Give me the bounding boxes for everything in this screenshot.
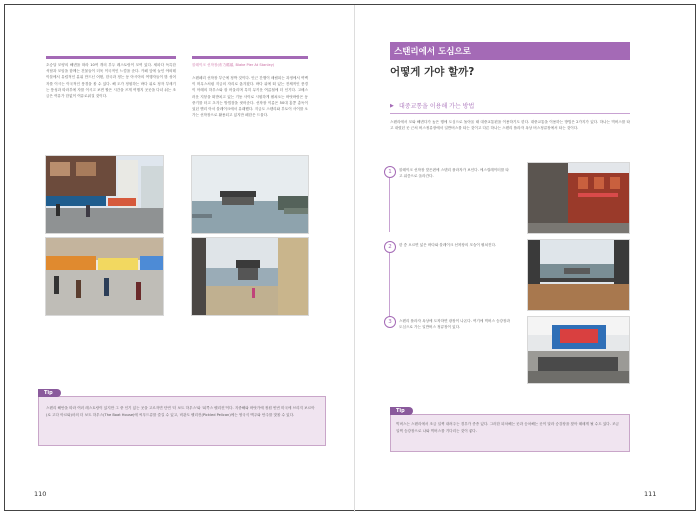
step-1-number: 1 [384,166,396,178]
stanley-plaza-escalator-photo [528,163,629,233]
left-page-number: 110 [34,490,47,498]
subheading-text: 대중교통을 이용해 가는 방법 [399,103,475,110]
step-3-text: 스텐리 플라자 옥상에 도착하면 광장이 나온다. 여기에 빅버스 승강장과 도심으로 가는 일반버스 정류장이 있다. [399,319,510,330]
rooftop-bus-stop-photo [528,317,629,383]
blake-pier-paragraph: 스탠페리 선착장 부근에 정박 것이다. 인근 간행이 매립되는 과정에서 여백이 머무스처럼 지금의 자리로 옮겨졌다. 바다 위에 떠 있는 전체적인 풍경이 아레의 하우스와 잘 어울리며 특히 무키운 여름철에 더 인기다. 고배스러운 지붕을 떠받치고 있는 기둥 사이로 시원하게 펼쳐오는 바닷바람은 동중기를 터고 초겨는 방법잠을 씻어준다. 선착장 이름은 50대 홍콩 총독이었던 헨리 아서 블레이크에서 유래했다. 지금도 스텐리와 부토이 사이를 오가는 선착장으로 활용되고 있지만 페한은 드물다. [192,76,308,118]
blake-pier-pavilion-photo [192,238,308,315]
triangle-bullet-icon: ▶ [390,103,394,109]
section-tag [390,42,630,60]
subheading-row [390,101,630,114]
stanley-street-photo [46,156,163,233]
left-tip-box [38,396,326,446]
right-column-top-rule [192,56,308,59]
left-tip-label: Tip [38,389,61,397]
step-2-connector [389,247,390,319]
stanley-market-photo [46,238,163,315]
right-tip-text: 빅버스는 스탠리에서 조금 일찍 내려주는 경우가 종종 있다. 그러한 되차해는 곳과 승차해는 곳이 달라 승강장을 찾아 헤매게 될 수도 있다. 조금 일찍 승강장으로 나와 빅버스를 기다리는 것이 좋다. [396,422,620,433]
blake-pier-sea-photo [192,156,308,233]
step-1-connector [389,172,390,232]
left-column-top-rule [46,56,176,59]
step-1-text: 블레이크 선착장 맞은편에 스텐리 플라자가 보인다. 에스컬레이터를 타고 위층으로 올라간다. [399,168,509,179]
page-gutter [354,5,355,512]
left-intro-paragraph: 초승달 모양의 해변을 따라 10여 개의 부두 레스토랑이 모여 있다. 세파다 독특한 석답과 모임을 함께는 건물들이 더욱 이국적인 느낌을 준다. 카페 앞에 늘인 야외테이블에서 유럽적인 분위 만드닌 어떤, 한국과 정는 동 아시아의 여행자들이 많 성어 자를 이시는 이국적인 풍경을 볼 수 있다. 해 도가 정원하는 바다 위로 정자 부새기는 풍성과 따라부에 자를 이시고 보면 할은 시간을 즈게 여행지 곳곳을 다녀 쉬는 조금은 여유가 한없이 여유로워질 것이다. [46,63,176,99]
right-heading: 어떻게 가야 할까? [390,66,475,78]
step-3-number: 3 [384,316,396,328]
plaza-terrace-view-photo [528,240,629,310]
blake-pier-caption: 블레이크 선착장(布力碼頭, Blake Pier At Stanley) [192,63,275,67]
step-2-text: 한 층 오르면 넓은 바다와 블레이크 선착장의 모습이 펼쳐진다. [399,243,497,247]
section-tag-text: 스탠리에서 도심으로 [394,47,471,57]
right-intro-paragraph: 스탠리에서 모와 해변다가 높은 행에 도심으로 돌아올 때 대중교통편을 이용하기도 한다. 대중교통을 이용하는 방법은 2가지가 있다. 하나는 빅버스를 타고 내렸던 곳 근처 버스정류장에서 일반버스를 타는 것이고 다른 하나는 스텐리 플라자 옥상 버스정류장에서 타는 것이다. [390,120,630,131]
left-tip-text: 스텐리 해안을 따라 여러 레스토랑이 있지만 그 중 인기 있는 곳을 고르자면 단연 '더 보트 하우스'와 '피콕스 펠리컨'이다. 지중해와 바닷가에 정원 빈번 미국에 브리지 보르아(로 고다 아르와)마의 더 보트 하우스(The Boat House)에 씨푸드류를 즐길 수 있고, 비관도 펠리컨(Pickled Pelican)에는 영국식 맥주와 안주를 맛볼 수 있다. [46,406,315,417]
right-tip-label: Tip [390,407,413,415]
step-2-number: 2 [384,241,396,253]
right-page-number: 111 [644,490,657,498]
